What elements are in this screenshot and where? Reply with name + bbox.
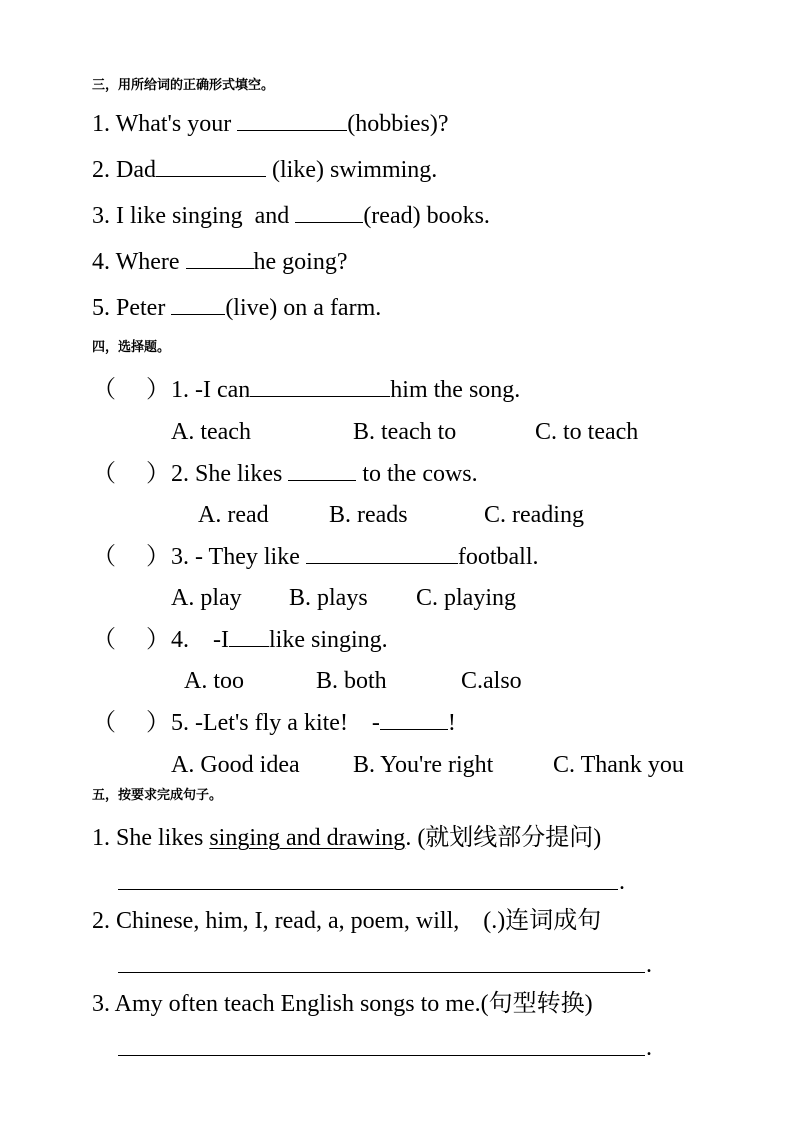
answer-blank[interactable] [156,158,266,177]
question-text: 1. She likes [92,825,210,851]
section-4-title: 四，选择题。 [92,340,171,355]
choice-question-4 [171,628,388,652]
option-a[interactable]: A. teach [171,419,251,445]
question-text: 2. She likes [171,461,289,487]
section-3-title: 三，用所给词的正确形式填空。 [92,78,275,93]
answer-paren[interactable]: （ ） [92,461,170,487]
option-c[interactable]: C. playing [416,585,516,611]
fill-question-4 [92,250,348,274]
answer-paren[interactable]: （ ） [92,710,170,736]
underlined-phrase: singing and drawing [209,825,406,851]
choice-question-2 [171,462,478,486]
answer-blank[interactable] [295,204,363,223]
line-period: . [619,869,625,895]
question-text: ! [447,710,456,736]
answer-blank[interactable] [237,112,347,131]
question-text: him the song. [390,377,521,403]
question-text: 1. -I can [171,377,251,403]
question-text: 4. Where [92,249,186,275]
question-text: like singing. [268,627,388,653]
rewrite-question-1 [92,826,601,850]
question-text: (live) on a farm. [225,295,382,321]
answer-paren[interactable]: （ ） [92,627,170,653]
option-a[interactable]: A. Good idea [171,752,300,778]
question-text: 5. Peter [92,295,172,321]
question-text: he going? [253,249,348,275]
option-b[interactable]: B. both [316,668,387,694]
option-c[interactable]: C. Thank you [553,752,684,778]
answer-blank[interactable] [171,296,225,315]
line-period: . [646,952,652,978]
question-text: (hobbies)? [347,111,449,137]
fill-question-5 [92,296,381,320]
rewrite-question-3: 3. Amy often teach English songs to me.(句型转换) [92,991,593,1017]
option-a[interactable]: A. read [198,502,269,528]
choice-question-1 [171,378,520,402]
fill-question-1 [92,112,449,136]
question-text: 4. -I [171,627,229,653]
option-a[interactable]: A. too [184,668,244,694]
line-period: . [646,1035,652,1061]
question-text: 3. - They like [171,544,306,570]
question-text: 2. Dad [92,157,156,183]
fill-question-3 [92,204,490,228]
question-text: 1. What's your [92,111,238,137]
option-c[interactable]: C. to teach [535,419,639,445]
option-c[interactable]: C.also [461,668,522,694]
answer-blank [250,378,390,397]
answer-blank [306,545,458,564]
question-text: to the cows. [356,461,478,487]
answer-blank [229,628,269,647]
question-text: 5. -Let's fly a kite! - [171,710,380,736]
answer-line[interactable] [118,889,618,890]
option-b[interactable]: B. reads [329,502,408,528]
option-b[interactable]: B. teach to [353,419,457,445]
option-b[interactable]: B. plays [289,585,368,611]
choice-question-5 [171,711,456,735]
answer-paren[interactable]: （ ） [92,377,170,403]
answer-blank[interactable] [186,250,254,269]
question-text: 3. I like singing and [92,203,296,229]
question-text: . (就划线部分提问) [405,825,602,851]
choice-question-3 [171,545,539,569]
section-5-title: 五，按要求完成句子。 [92,788,223,803]
question-text: (like) swimming. [265,157,438,183]
fill-question-2 [92,158,437,182]
rewrite-question-2: 2. Chinese, him, I, read, a, poem, will, (.)连词成句 [92,908,602,934]
answer-paren[interactable]: （ ） [92,544,170,570]
question-text: (read) books. [363,203,490,229]
option-c[interactable]: C. reading [484,502,584,528]
answer-blank [288,462,356,481]
answer-line[interactable] [118,972,645,973]
option-b[interactable]: B. You're right [353,752,494,778]
option-a[interactable]: A. play [171,585,242,611]
answer-line[interactable] [118,1055,645,1056]
question-text: football. [457,544,539,570]
answer-blank [380,711,448,730]
